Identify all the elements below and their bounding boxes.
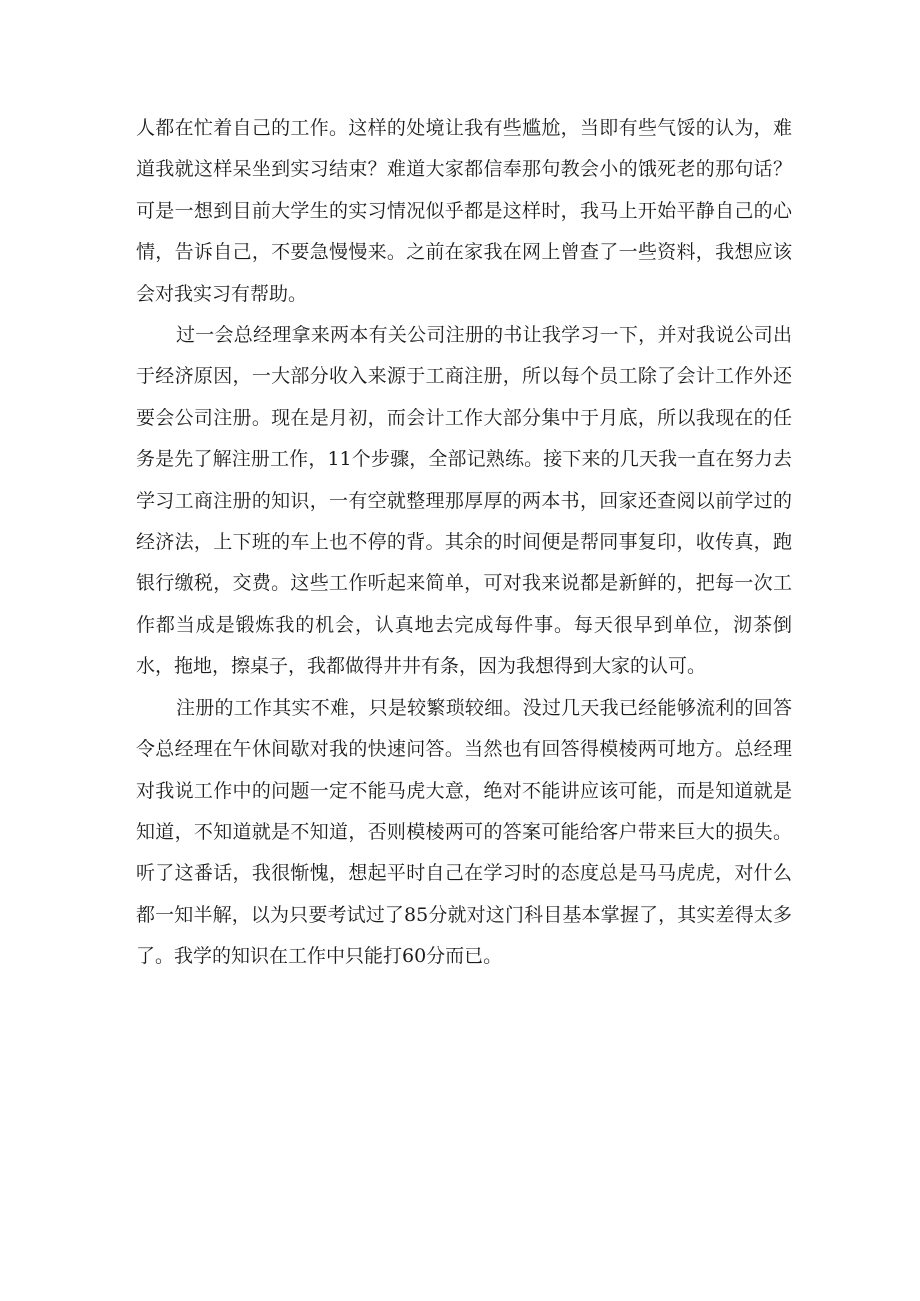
document-body (136, 108, 792, 978)
paragraph-2: 过一会总经理拿来两本有关公司注册的书让我学习一下，并对我说公司出于经济原因，一大部分收入来源于工商注册，所以每个员工除了会计工作外还要会公司注册。现在是月初，而会计工作大部分集中于月底，所以我现在的任务是先了解注册工作，11个步骤，全部记熟练。接下来的几天我一直在努力去学习工商注册的知识，一有空就整理那厚厚的两本书，回家还查阅以前学过的经济法，上下班的车上也不停的背。其余的时间便是帮同事复印，收传真，跑银行缴税，交费。这些工作听起来简单，可对我来说都是新鲜的，把每一次工作都当成是锻炼我的机会，认真地去完成每件事。每天很早到单位，沏茶倒水，拖地，擦桌子，我都做得井井有条，因为我想得到大家的认可。 (136, 324, 792, 678)
paragraph-1: 人都在忙着自己的工作。这样的处境让我有些尴尬，当即有些气馁的认为，难道我就这样呆坐到实习结束？难道大家都信奉那句教会小的饿死老的那句话？可是一想到目前大学生的实习情况似乎都是这样时，我马上开始平静自己的心情，告诉自己，不要急慢慢来。之前在家我在网上曾查了一些资料，我想应该会对我实习有帮助。 (136, 117, 792, 305)
paragraph-3: 注册的工作其实不难，只是较繁琐较细。没过几天我已经能够流利的回答令总经理在午休间歇对我的快速问答。当然也有回答得模棱两可地方。总经理对我说工作中的问题一定不能马虎大意，绝对不能讲应该可能，而是知道就是知道，不知道就是不知道，否则模棱两可的答案可能给客户带来巨大的损失。听了这番话，我很惭愧，想起平时自己在学习时的态度总是马马虎虎，对什么都一知半解，以为只要考试过了85分就对这门科目基本掌握了，其实差得太多了。我学的知识在工作中只能打60分而已。 (136, 696, 792, 968)
